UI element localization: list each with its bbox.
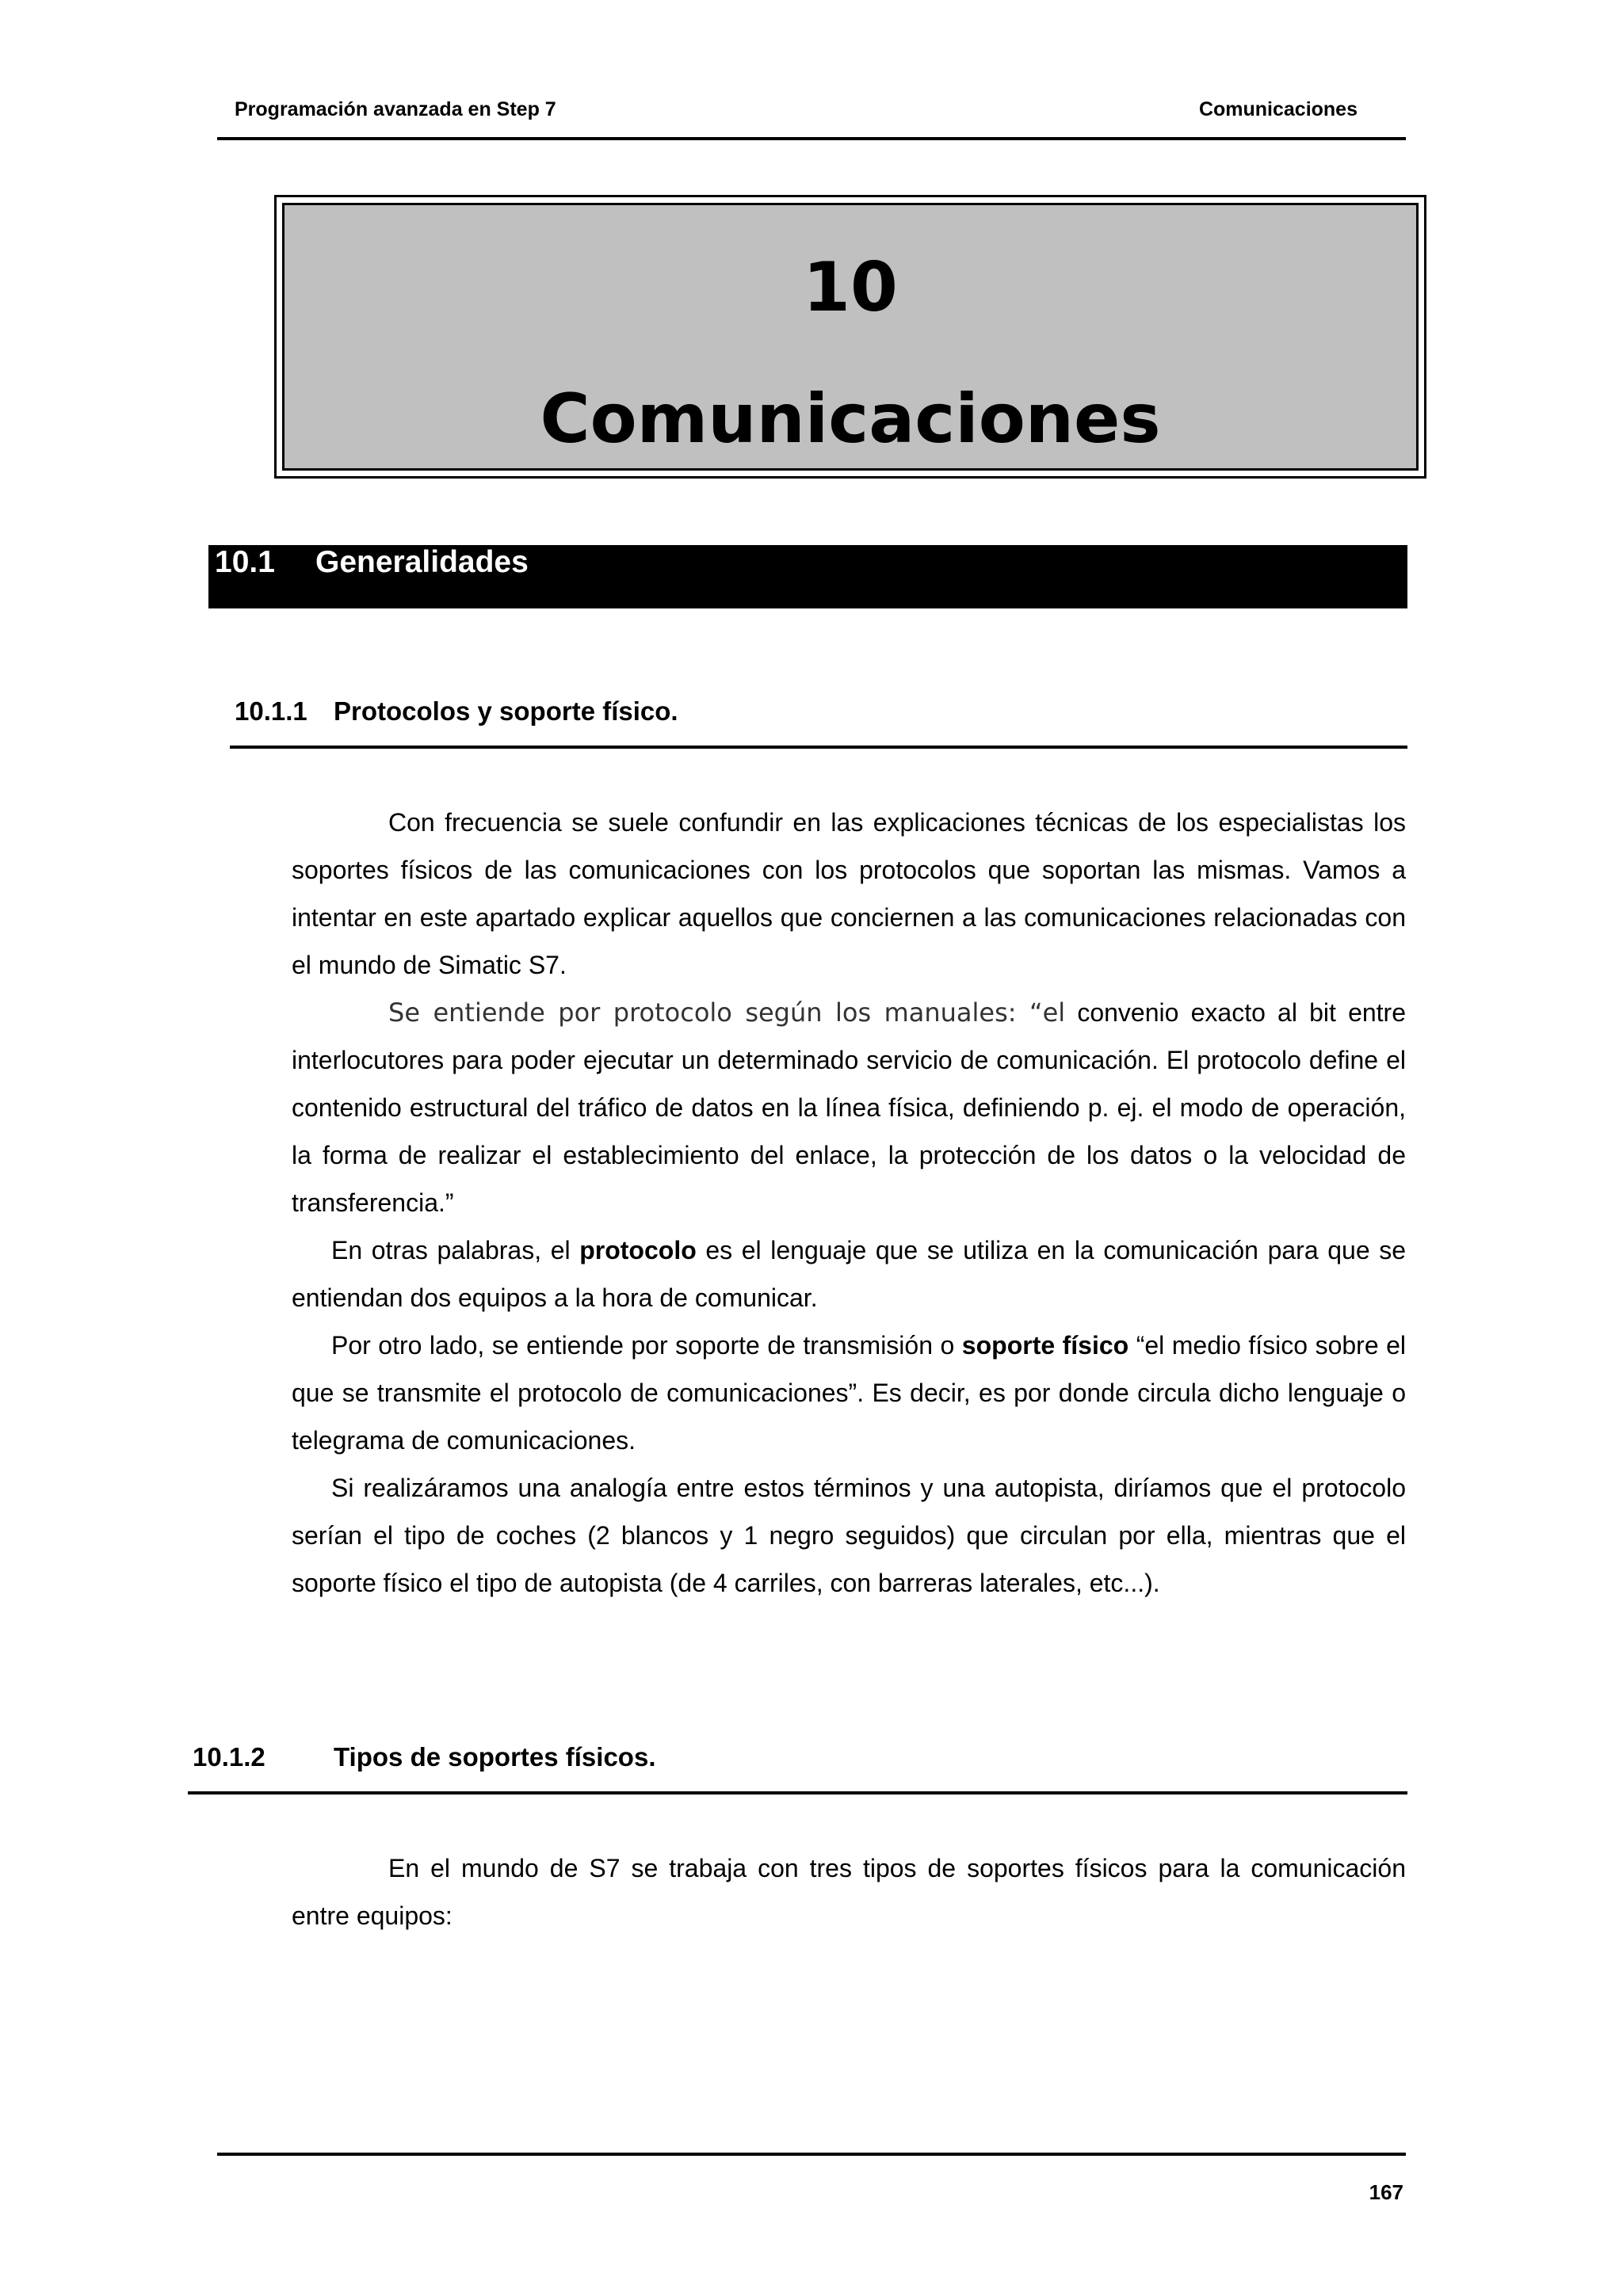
paragraph: En el mundo de S7 se trabaja con tres tipos de soportes físicos para la comunicación entre equipos:	[292, 1854, 1406, 1930]
subsection-rule	[230, 746, 1407, 749]
term-soporte-fisico: soporte físico	[961, 1331, 1129, 1360]
paragraph: Con frecuencia se suele confundir en las explicaciones técnicas de los especialistas los soportes físicos de las comunicaciones con los protocolos que soportan las mismas. Vamos a intentar en este apartado explicar aquellos que conciernen a las comunicaciones relacionadas con el mundo de Simatic S7.	[292, 808, 1406, 979]
paragraph-text: “el medio físico sobre el que se transmite el protocolo de comunicaciones”. Es decir, es por donde circula dicho lenguaje o telegrama de comunicaciones.	[292, 1331, 1407, 1455]
paragraph-text: es el lenguaje que se utiliza en la comunicación para que se entiendan dos equipos a la hora de comunicar.	[292, 1236, 1407, 1312]
chapter-title: Comunicaciones	[540, 379, 1161, 459]
paragraph-text: En otras palabras, el	[331, 1236, 580, 1264]
paragraph	[292, 1226, 1406, 1322]
page-number: 167	[1369, 2180, 1403, 2204]
subsection-title: Tipos de soportes físicos.	[334, 1742, 656, 1772]
footer-rule	[217, 2153, 1406, 2156]
subsection-body	[292, 799, 1406, 1607]
subsection-number: 10.1.2	[193, 1742, 265, 1772]
paragraph-rest: convenio exacto al bit entre interlocutores para poder ejecutar un determinado servicio de comunicación. El protocolo define el contenido estructural del tráfico de datos en la línea física, definiendo p. ej. el modo de operación, la forma de realizar el establecimiento del enlace, la protección de los datos o la velocidad de transferencia.”	[292, 998, 1407, 1217]
subsection-body	[292, 1844, 1406, 1939]
subsection-rule	[188, 1791, 1407, 1794]
term-protocolo: protocolo	[579, 1236, 697, 1264]
subsection-title: Protocolos y soporte físico.	[334, 696, 678, 726]
chapter-number: 10	[803, 248, 898, 327]
subsection-number: 10.1.1	[235, 696, 307, 726]
paragraph	[292, 989, 1406, 1226]
running-header-title: Programación avanzada en Step 7	[235, 98, 556, 120]
chapter-title-box	[274, 195, 1426, 479]
paragraph-lead: Se entiende por protocolo según los manuales: “el	[388, 997, 1066, 1028]
section-heading-bar	[208, 545, 1407, 608]
chapter-title-box-inner	[282, 203, 1419, 471]
paragraph-text: Por otro lado, se entiende por soporte de transmisión o	[331, 1331, 962, 1360]
running-header-chapter: Comunicaciones	[1198, 98, 1358, 120]
header-rule	[217, 137, 1406, 140]
paragraph	[292, 1322, 1406, 1464]
section-number: 10.1	[215, 545, 275, 579]
paragraph: Si realizáramos una analogía entre estos términos y una autopista, diríamos que el protocolo serían el tipo de coches (2 blancos y 1 negro seguidos) que circulan por ella, mientras que el soporte físico el tipo de autopista (de 4 carriles, con barreras laterales, etc...).	[292, 1474, 1406, 1597]
section-title: Generalidades	[315, 545, 529, 579]
